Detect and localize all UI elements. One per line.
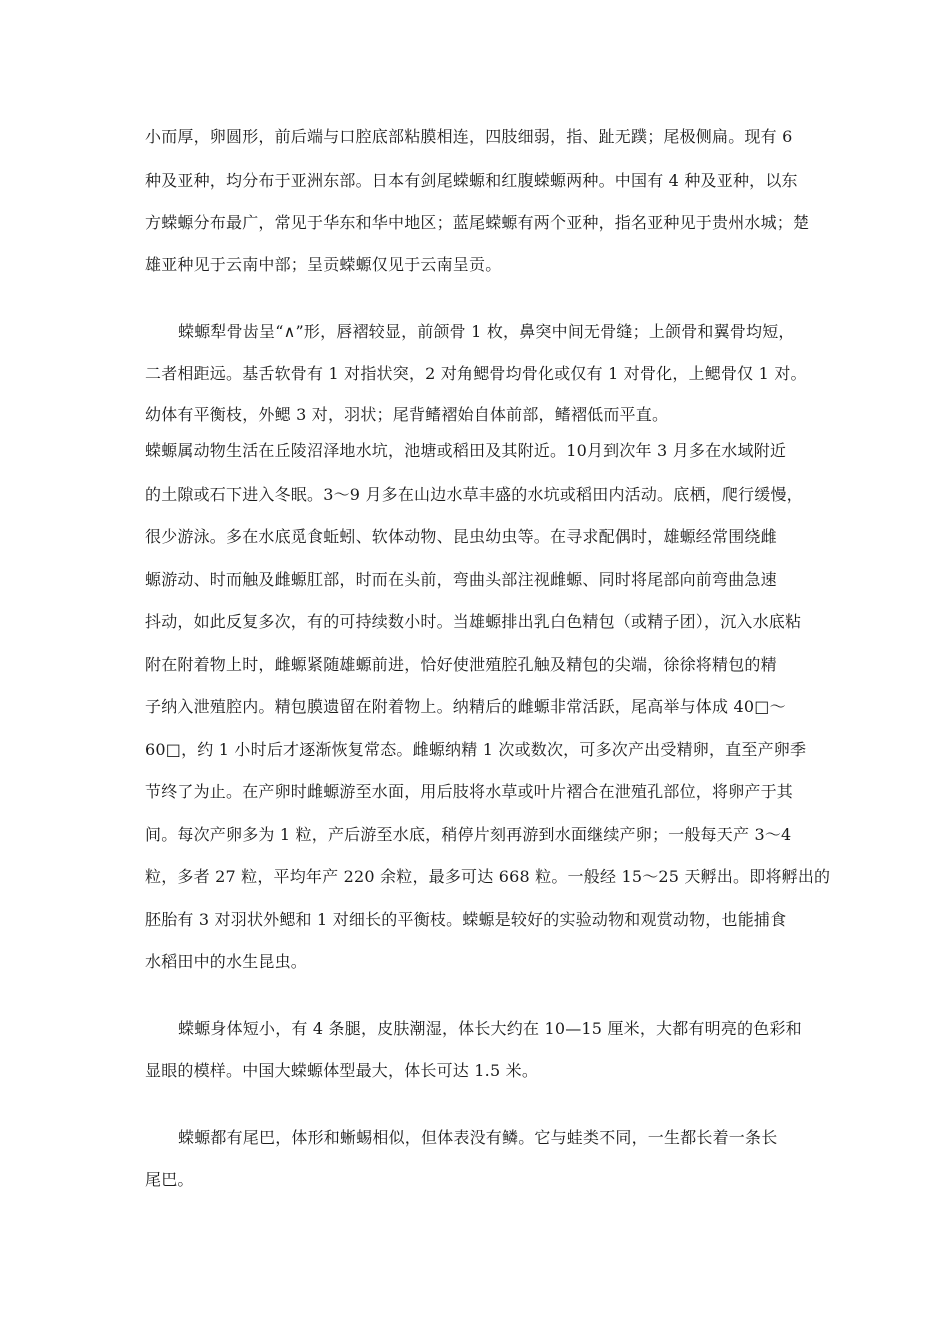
paragraph-3-line-13: 水稻田中的水生昆虫。 bbox=[145, 952, 308, 971]
paragraph-2-line-3: 幼体有平衡枝，外鳃 3 对，羽状；尾背鳍褶始自体前部，鳍褶低而平直。 bbox=[145, 405, 669, 424]
paragraph-1-line-2: 种及亚种，均分布于亚洲东部。日本有剑尾蝾螈和红腹蝾螈两种。中国有 4 种及亚种，以东 bbox=[145, 171, 798, 190]
paragraph-3-line-4: 螈游动、时而触及雌螈肛部，时而在头前，弯曲头部注视雌螈、同时将尾部向前弯曲急速 bbox=[145, 570, 777, 589]
paragraph-4-line-2: 显眼的模样。中国大蝾螈体型最大，体长可达 1.5 米。 bbox=[145, 1061, 539, 1080]
paragraph-1-line-1: 小而厚，卵圆形，前后端与口腔底部粘膜相连，四肢细弱，指、趾无蹼；尾极侧扁。现有 6 bbox=[145, 127, 793, 146]
paragraph-5-line-1: 蝾螈都有尾巴，体形和蜥蜴相似，但体表没有鳞。它与蛙类不同，一生都长着一条长 bbox=[178, 1128, 778, 1147]
paragraph-3-line-12: 胚胎有 3 对羽状外鳃和 1 对细长的平衡枝。蝾螈是较好的实验动物和观赏动物，也能捕食 bbox=[145, 910, 787, 929]
paragraph-3-line-9: 节终了为止。在产卵时雌螈游至水面，用后肢将水草或叶片褶合在泄殖孔部位，将卵产于其 bbox=[145, 782, 794, 801]
paragraph-2-line-1: 蝾螈犁骨齿呈“∧”形，唇褶较显，前颌骨 1 枚，鼻突中间无骨缝；上颌骨和翼骨均短， bbox=[178, 322, 795, 341]
paragraph-3-line-5: 抖动，如此反复多次，有的可持续数小时。当雄螈排出乳白色精包（或精子团），沉入水底粘 bbox=[145, 612, 802, 631]
paragraph-3-line-8: 60□，约 1 小时后才逐渐恢复常态。雌螈纳精 1 次或数次，可多次产出受精卵，直至产卵季 bbox=[145, 740, 807, 759]
paragraph-5-line-2: 尾巴。 bbox=[145, 1170, 194, 1189]
paragraph-1-line-3: 方蝾螈分布最广，常见于华东和华中地区；蓝尾蝾螈有两个亚种，指名亚种见于贵州水城；楚 bbox=[145, 213, 810, 232]
paragraph-1-line-4: 雄亚种见于云南中部；呈贡蝾螈仅见于云南呈贡。 bbox=[145, 255, 502, 274]
paragraph-3-line-11: 粒，多者 27 粒，平均年产 220 余粒，最多可达 668 粒。一般经 15～25 天孵出。即将孵出的 bbox=[145, 867, 831, 886]
paragraph-3-line-2: 的土隙或石下进入冬眠。3～9 月多在山边水草丰盛的水坑或稻田内活动。底栖，爬行缓慢， bbox=[145, 485, 803, 504]
paragraph-4-line-1: 蝾螈身体短小，有 4 条腿，皮肤潮湿，体长大约在 10—15 厘米，大都有明亮的色彩和 bbox=[178, 1019, 802, 1038]
paragraph-3-line-6: 附在附着物上时，雌螈紧随雄螈前进，恰好使泄殖腔孔触及精包的尖端，徐徐将精包的精 bbox=[145, 655, 777, 674]
paragraph-3-line-1: 蝾螈属动物生活在丘陵沼泽地水坑，池塘或稻田及其附近。10月到次年 3 月多在水域附近 bbox=[145, 441, 787, 460]
paragraph-3-line-7: 子纳入泄殖腔内。精包膜遗留在附着物上。纳精后的雌螈非常活跃，尾高举与体成 40□～ bbox=[145, 697, 786, 716]
paragraph-3-line-3: 很少游泳。多在水底觅食蚯蚓、软体动物、昆虫幼虫等。在寻求配偶时，雄螈经常围绕雌 bbox=[145, 527, 777, 546]
paragraph-3-line-10: 间。每次产卵多为 1 粒，产后游至水底，稍停片刻再游到水面继续产卵；一般每天产 3～4 bbox=[145, 825, 792, 844]
paragraph-2-line-2: 二者相距远。基舌软骨有 1 对指状突，2 对角鳃骨均骨化或仅有 1 对骨化，上鳃骨仅 1 对。 bbox=[145, 364, 807, 383]
